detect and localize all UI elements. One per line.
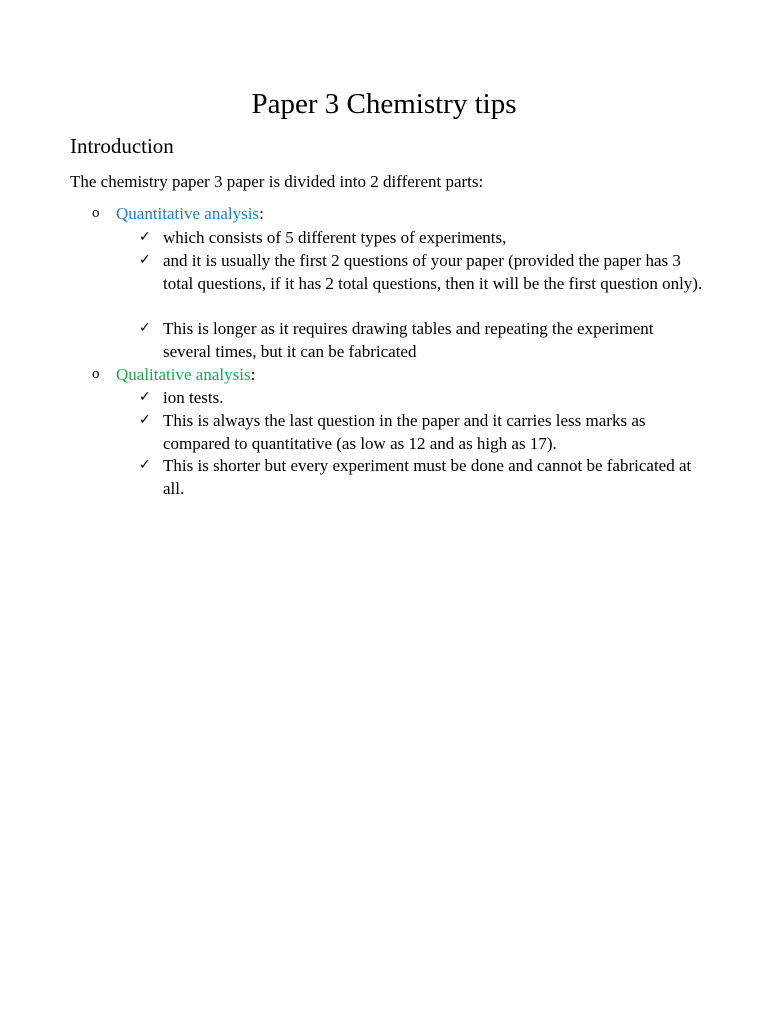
subitem-text: ion tests.	[163, 388, 224, 407]
subitem-text: This is shorter but every experiment must be done and cannot be fabricated at all.	[163, 456, 692, 498]
subitem-text: This is longer as it requires drawing tables and repeating the experiment several times, but it can be fabricated	[163, 319, 654, 361]
page-title: Paper 3 Chemistry tips	[251, 88, 517, 120]
checkmark-icon: ✓	[139, 389, 151, 405]
checkmark-icon: ✓	[139, 229, 151, 245]
checkmark-icon: ✓	[139, 457, 151, 473]
subitem-text: and it is usually the first 2 questions of your paper (provided the paper has 3 total questions, if it has 2 total questions, then it will be the first question only).	[163, 251, 703, 293]
quantitative-analysis-label: Quantitative analysis	[116, 204, 260, 223]
checkmark-icon: ✓	[139, 412, 151, 428]
subitem-text: which consists of 5 different types of experiments,	[163, 228, 507, 247]
label-colon: :	[259, 204, 264, 223]
qualitative-analysis-label: Qualitative analysis	[116, 365, 251, 384]
intro-paragraph: The chemistry paper 3 paper is divided into 2 different parts:	[70, 172, 484, 191]
subitem-text: This is always the last question in the paper and it carries less marks as compared to quantitative (as low as 12 and as high as 17).	[163, 411, 646, 453]
checkmark-icon: ✓	[139, 320, 151, 336]
checkmark-icon: ✓	[139, 252, 151, 268]
circle-bullet-icon: o	[92, 205, 100, 221]
label-colon: :	[250, 365, 256, 384]
circle-bullet-icon: o	[92, 366, 100, 382]
section-heading: Introduction	[70, 134, 174, 158]
